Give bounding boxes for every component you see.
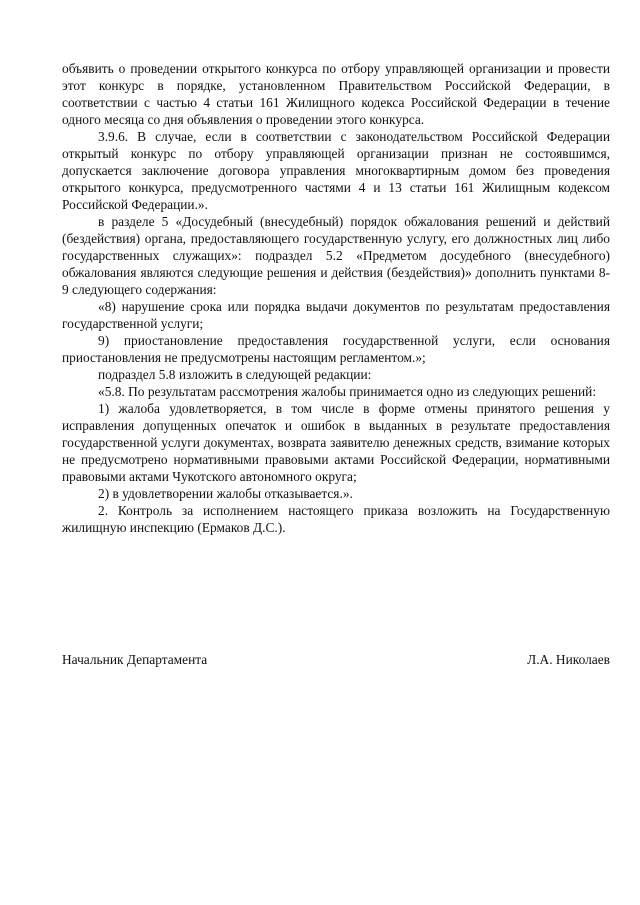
signature-block: [62, 651, 610, 668]
paragraph-3: в разделе 5 «Досудебный (внесудебный) порядок обжалования решений и действий (бездействия) органа, предоставляющего государственную услугу, его должностных лиц либо государственных служащих»: подраздел 5.2 «Предметом досудебного (внесудебного) обжалования являются следующие решения и действия (бездействия)» дополнить пунктами 8-9 следующего содержания:: [62, 214, 610, 297]
paragraph-6: подраздел 5.8 изложить в следующей редакции:: [98, 367, 372, 382]
paragraph-1: объявить о проведении открытого конкурса по отбору управляющей организации и провести этот конкурс в порядке, установленном Правительством Российской Федерации, в соответствии с частью 4 статьи 161 Жилищного кодекса Российской Федерации в течение одного месяца со дня объявления о проведении этого конкурса.: [62, 61, 610, 127]
paragraph-8: 1) жалоба удовлетворяется, в том числе в форме отмены принятого решения у исправления допущенных опечаток и ошибок в выданных в результате предоставления государственной услуги документах, возврата заявителю денежных средств, взимание которых не предусмотрено нормативными правовыми актами Российской Федерации, нормативными правовыми актами Чукотского автономного округа;: [62, 401, 610, 484]
paragraph-4: «8) нарушение срока или порядка выдачи документов по результатам предоставления государственной услуги;: [62, 299, 610, 331]
paragraph-10: 2. Контроль за исполнением настоящего приказа возложить на Государственную жилищную инспекцию (Ермаков Д.С.).: [62, 503, 610, 535]
paragraph-7: «5.8. По результатам рассмотрения жалобы принимается одно из следующих решений:: [98, 384, 597, 399]
paragraph-2: 3.9.6. В случае, если в соответствии с законодательством Российской Федерации открытый конкурс по отбору управляющей организации признан не состоявшимся, допускается заключение договора управления многоквартирным домом без проведения открытого конкурса, предусмотренного частями 4 и 13 статьи 161 Жилищным кодексом Российской Федерации.».: [62, 129, 610, 212]
paragraph-9: 2) в удовлетворении жалобы отказывается.».: [98, 486, 353, 501]
signatory-name: Л.А. Николаев: [527, 652, 610, 667]
paragraph-5: 9) приостановление предоставления государственной услуги, если основания приостановления не предусмотрены настоящим регламентом.»;: [62, 333, 610, 365]
document-body: [62, 60, 610, 536]
signatory-position: Начальник Департамента: [62, 652, 208, 667]
